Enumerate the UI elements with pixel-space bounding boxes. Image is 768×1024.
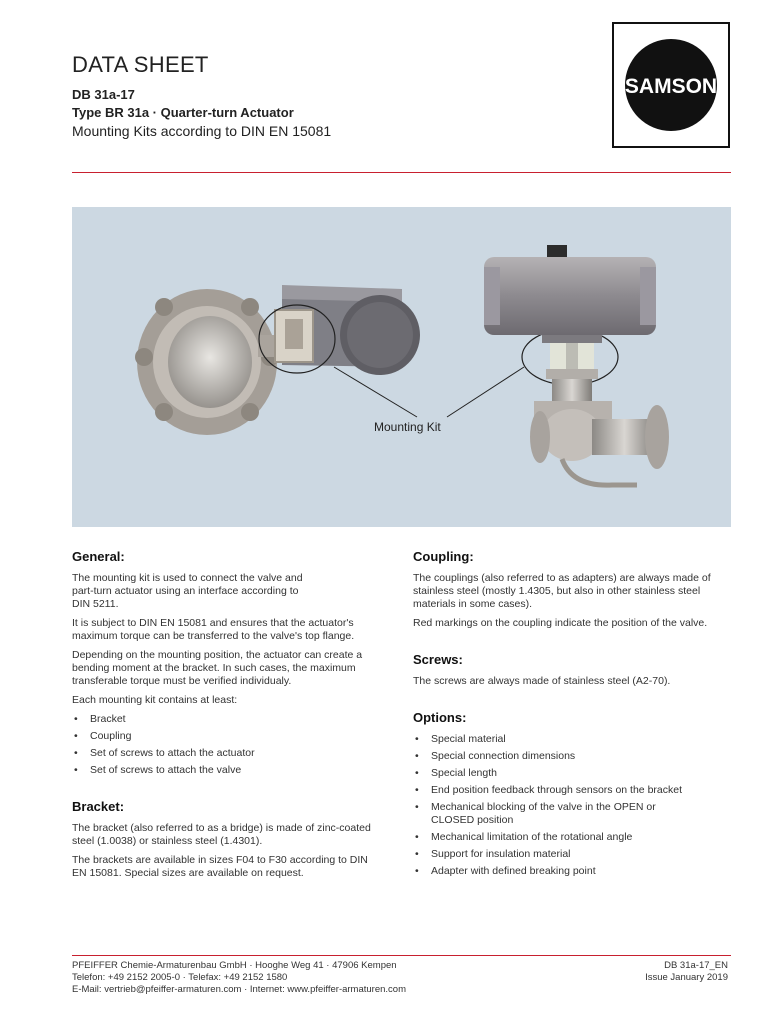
footer-doc-ref: DB 31a-17_EN	[664, 960, 728, 971]
footer-contact-line[interactable]: E-Mail: vertrieb@pfeiffer-armaturen.com · Internet: www.pfeiffer-armaturen.com	[72, 984, 406, 995]
left-actuator-image	[275, 285, 420, 375]
bracket-paragraph: The brackets are available in sizes F04 to F30 according to DIN EN 15081. Special sizes are available on request.	[72, 854, 368, 879]
screws-heading: Screws:	[413, 652, 463, 667]
product-type: Type BR 31a · Quarter-turn Actuator	[72, 105, 294, 120]
general-paragraph: It is subject to DIN EN 15081 and ensures that the actuator's maximum torque can be transferred to the valve's top flange.	[72, 617, 355, 642]
footer-doc-info	[645, 960, 728, 984]
list-item: • Set of screws to attach the valve	[72, 764, 390, 777]
list-item: • Set of screws to attach the actuator	[72, 747, 390, 760]
footer-phone-line: Telefon: +49 2152 2005-0 · Telefax: +49 2152 1580	[72, 972, 288, 983]
bracket-paragraph: The bracket (also referred to as a bridge) is made of zinc-coated steel (1.0038) or stainless steel (1.4301).	[72, 822, 371, 847]
list-item: • Special connection dimensions	[413, 750, 731, 763]
document-subtitle: Mounting Kits according to DIN EN 15081	[72, 123, 332, 139]
footer-divider	[72, 955, 731, 956]
kit-contents-list	[72, 713, 390, 777]
list-item: • Mechanical limitation of the rotational angle	[413, 831, 731, 844]
list-item: • Bracket	[72, 713, 390, 726]
left-column	[72, 549, 390, 886]
list-item: • Mechanical blocking of the valve in the OPEN or CLOSED position	[413, 801, 701, 827]
screws-paragraph: The screws are always made of stainless steel (A2-70).	[413, 675, 671, 687]
general-paragraph: The mounting kit is used to connect the valve and part-turn actuator using an interface according to DIN 5211.	[72, 572, 303, 610]
footer-issue-date: Issue January 2019	[645, 972, 728, 983]
general-paragraph: Each mounting kit contains at least:	[72, 694, 238, 706]
list-item: • Support for insulation material	[413, 848, 731, 861]
general-paragraph: Depending on the mounting position, the actuator can create a bending moment at the bracket. In such cases, the maximum transferable torque must be verified individualy.	[72, 649, 363, 687]
general-heading: General:	[72, 549, 125, 564]
callout-label: Mounting Kit	[374, 420, 441, 434]
logo-text: SAMSON	[624, 75, 718, 98]
leader-line-right	[447, 367, 524, 417]
page-title: DATA SHEET	[72, 52, 209, 77]
options-list	[413, 733, 731, 878]
bracket-heading: Bracket:	[72, 799, 125, 814]
samson-logo	[612, 22, 730, 148]
coupling-heading: Coupling:	[413, 549, 474, 564]
right-actuator-image	[484, 245, 669, 485]
product-photo	[72, 207, 731, 527]
list-item: • End position feedback through sensors on the bracket	[413, 784, 731, 797]
coupling-paragraph: The couplings (also referred to as adapters) are always made of stainless steel (mostly 1.4305, but also in other stainless steel materials in some cases).	[413, 572, 711, 610]
options-heading: Options:	[413, 710, 467, 725]
butterfly-valve-image	[135, 289, 288, 435]
right-column	[413, 549, 731, 882]
list-item: • Special length	[413, 767, 731, 780]
footer-address	[72, 960, 406, 996]
coupling-paragraph: Red markings on the coupling indicate the position of the valve.	[413, 617, 708, 629]
document-number: DB 31a-17	[72, 87, 135, 102]
list-item: • Coupling	[72, 730, 390, 743]
list-item: • Adapter with defined breaking point	[413, 865, 731, 878]
list-item: • Special material	[413, 733, 731, 746]
header-divider	[72, 172, 731, 173]
footer-company-line: PFEIFFER Chemie-Armaturenbau GmbH · Hooghe Weg 41 · 47906 Kempen	[72, 960, 397, 971]
